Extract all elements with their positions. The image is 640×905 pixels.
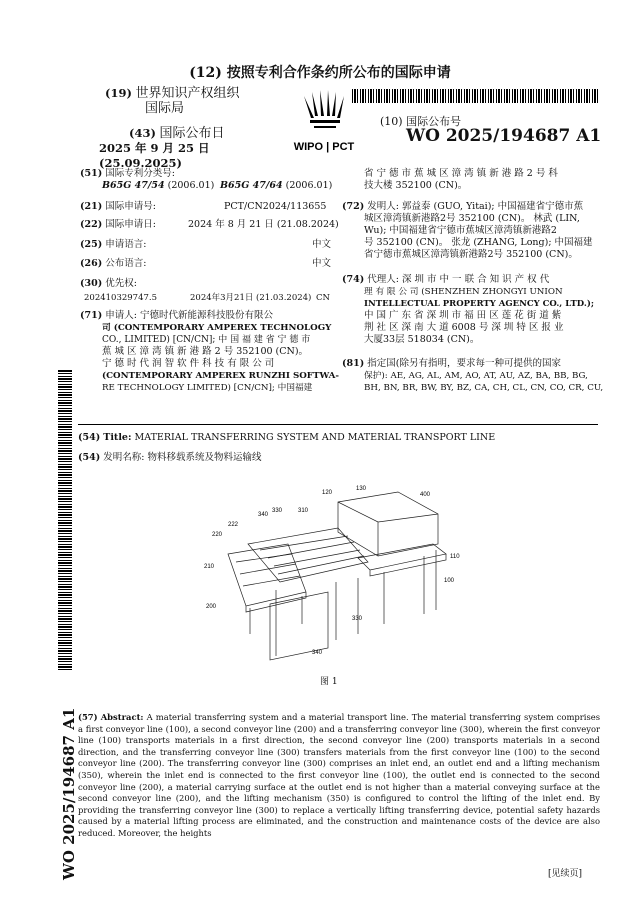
- transfer-line-300: [248, 528, 368, 582]
- fig-label-210: 210: [204, 564, 215, 570]
- figure-caption: 图 1: [320, 677, 338, 687]
- separator-line: [78, 424, 598, 425]
- f81-code: (81): [342, 358, 365, 369]
- abstract-code: (57): [78, 712, 98, 722]
- f72-line4: 号 352100 (CN)。 张龙 (ZHANG, Long); 中国福建: [364, 237, 593, 248]
- fig-label-130: 130: [356, 486, 367, 492]
- left-column: [80, 168, 340, 418]
- f30-code: (30): [80, 278, 103, 289]
- title-zh-label: 发明名称:: [103, 452, 145, 463]
- f25-value: 中文: [312, 239, 332, 250]
- f30-date: 2024年3月21日 (21.03.2024): [190, 293, 312, 303]
- f22-code: (22): [80, 219, 103, 230]
- fig-label-110: 110: [450, 554, 460, 560]
- f74-line1: 代理人: 深 圳 市 中 一 联 合 知 识 产 权 代: [367, 274, 550, 285]
- fig-label-330: 330: [272, 508, 283, 514]
- pubnum-value: WO 2025/194687 A1: [406, 126, 602, 146]
- f51-code: (51): [80, 168, 103, 179]
- box-400: [338, 492, 438, 556]
- f26-label: 公布语言:: [105, 258, 147, 269]
- fig-label-200: 200: [206, 604, 217, 610]
- f21-label: 国际申请号:: [105, 201, 156, 212]
- f74-line6: 大厦33层 518034 (CN)。: [364, 334, 480, 345]
- f51-year1: (2006.01): [167, 180, 215, 191]
- pubdate-code: (43): [129, 126, 156, 140]
- r-line1: 省 宁 德 市 蕉 城 区 漳 湾 镇 新 港 路 2 号 科: [364, 168, 558, 179]
- right-column: [342, 168, 604, 418]
- f25-label: 申请语言:: [105, 239, 147, 250]
- fig-label-340b: 340: [312, 650, 323, 656]
- continued-note: [见续页]: [548, 869, 583, 879]
- fig-label-222: 222: [228, 522, 239, 528]
- header-left: [99, 86, 275, 171]
- f72-line1: 发明人: 郭益泰 (GUO, Yitai); 中国福建省宁德市蕉: [367, 201, 584, 212]
- f71-line2: 司 (CONTEMPORARY AMPEREX TECHNOLOGY: [102, 323, 332, 333]
- f74-line5: 荆 社 区 深 南 大 道 6008 号 深 圳 特 区 报 业: [364, 322, 564, 333]
- logo-text: WIPO | PCT: [293, 141, 355, 153]
- barcode-top: [352, 89, 600, 103]
- f30-app: 202410329747.5: [84, 293, 158, 303]
- f72-code: (72): [342, 201, 365, 212]
- document-title: (12) 按照专利合作条约所公布的国际申请: [189, 65, 451, 81]
- abstract-text: A material transferring system and a material transport line. The material transferring system comprises a first conveyor line (100), a second conveyor line (200) and a transferring conveyor line (300), wherein the first conveyor line (100) transports materials in a first direction, the second conveyor line (200) transports materials in a second direction, and the transferring conveyor line (300) transfers materials from the first conveyor line (100) to the second conveyor line (200). The transferring conveyor line (300) comprises an inlet end, an outlet end and a lifting mechanism (350), wherein the inlet end is connected to the first conveyor line (100), the outlet end is connected to the second conveyor line (200), a material carrying surface at the outlet end is not higher than a material conveying surface at the second conveyor line (200), and the lifting mechanism (350) is configured to control the lifting of the inlet end. By providing the transferring conveyor line (300) to replace a vertically lifting transferring device, potential safety hazards caused by a material lifting process are eliminated, and the construction and maintenance costs of the device are also reduced. Moreover, the heights: [78, 712, 600, 838]
- f71-line5: 宁 德 时 代 润 智 软 件 科 技 有 限 公 司: [102, 358, 275, 369]
- side-barcode: [58, 370, 72, 670]
- fig-label-120: 120: [322, 490, 333, 496]
- f71-line6: (CONTEMPORARY AMPEREX RUNZHI SOFTWA-: [102, 371, 339, 381]
- title-en-value: MATERIAL TRANSFERRING SYSTEM AND MATERIAL TRANSPORT LINE: [134, 432, 496, 443]
- f71-line3: CO., LIMITED) [CN/CN]; 中 国 福 建 省 宁 德 市: [102, 335, 311, 345]
- r-line2: 技大楼 352100 (CN)。: [364, 180, 468, 191]
- fig-label-340: 340: [258, 512, 269, 518]
- f81-line1: 指定国(除另有指明，要求每一种可提供的国家: [367, 358, 561, 369]
- pubdate-value: 2025 年 9 月 25 日 (25.09.2025): [99, 141, 210, 170]
- f21-code: (21): [80, 201, 103, 212]
- f51-value1: B65G 47/54: [102, 180, 165, 191]
- abstract: [78, 712, 600, 840]
- f26-value: 中文: [312, 258, 332, 269]
- org-code: (19): [105, 86, 132, 100]
- title-en-label: Title:: [103, 432, 132, 443]
- f22-label: 国际申请日:: [105, 219, 156, 230]
- f21-value: PCT/CN2024/113655: [224, 201, 327, 212]
- patent-figure: [188, 484, 468, 664]
- pubdate-label: 国际公布日: [159, 126, 225, 141]
- f30-label: 优先权:: [105, 278, 137, 289]
- title-zh-value: 物料移载系统及物料运输线: [147, 452, 262, 463]
- conveyor-200: [228, 544, 306, 612]
- f71-line7: RE TECHNOLOGY LIMITED) [CN/CN]; 中国福建: [102, 383, 313, 393]
- f51-label: 国际专利分类号:: [105, 168, 175, 179]
- conveyor-100: [358, 544, 446, 576]
- fig-label-100: 100: [444, 578, 455, 584]
- fig-label-220: 220: [212, 532, 223, 538]
- side-pubnum: WO 2025/194687 A1: [60, 707, 78, 880]
- f81-line3: BH, BN, BR, BW, BY, BZ, CA, CH, CL, CN, CO, CR, CU,: [364, 383, 604, 393]
- org-line2: 国际局: [145, 101, 185, 116]
- org-line1: 世界知识产权组织: [135, 86, 240, 101]
- f71-line1: 申请人: 宁德时代新能源科技股份有限公: [105, 310, 273, 321]
- f72-line2: 城区漳湾镇新港路2号 352100 (CN)。 林武 (LIN,: [364, 213, 580, 224]
- f74-line2: 理 有 限 公 司 (SHENZHEN ZHONGYI UNION: [364, 287, 563, 297]
- f74-line3: INTELLECTUAL PROPERTY AGENCY CO., LTD.);: [364, 299, 594, 309]
- fig-label-330b: 330: [352, 616, 363, 622]
- f72-line3: Wu); 中国福建省宁德市蕉城区漳湾镇新港路2: [364, 225, 557, 236]
- f81-line2: 保护): AE, AG, AL, AM, AO, AT, AU, AZ, BA, BB, BG,: [364, 371, 588, 381]
- f71-line4: 蕉 城 区 漳 湾 镇 新 港 路 2 号 352100 (CN)。: [102, 346, 309, 357]
- f71-code: (71): [80, 310, 103, 321]
- abstract-label: Abstract:: [100, 712, 144, 722]
- f74-code: (74): [342, 274, 365, 285]
- f51-value2: B65G 47/64: [220, 180, 283, 191]
- f74-line4: 中 国 广 东 省 深 圳 市 福 田 区 莲 花 街 道 紫: [364, 310, 562, 321]
- f30-country: CN: [316, 293, 330, 303]
- f26-code: (26): [80, 258, 103, 269]
- fig-label-400: 400: [420, 492, 431, 498]
- title-section: (54) Title: MATERIAL TRANSFERRING SYSTEM AND MATERIAL TRANSPORT LINE (54) 发明名称: 物料移载系统及物料运输线: [78, 432, 496, 463]
- f25-code: (25): [80, 239, 103, 250]
- f72-line5: 省宁德市蕉城区漳湾镇新港路2号 352100 (CN)。: [364, 249, 578, 260]
- title-code: (54): [78, 432, 101, 443]
- fig-label-310: 310: [298, 508, 309, 514]
- f51-year2: (2006.01): [285, 180, 333, 191]
- pubnum-label: (10) 国际公布号: [380, 115, 462, 128]
- f22-value: 2024 年 8 月 21 日 (21.08.2024): [188, 219, 339, 230]
